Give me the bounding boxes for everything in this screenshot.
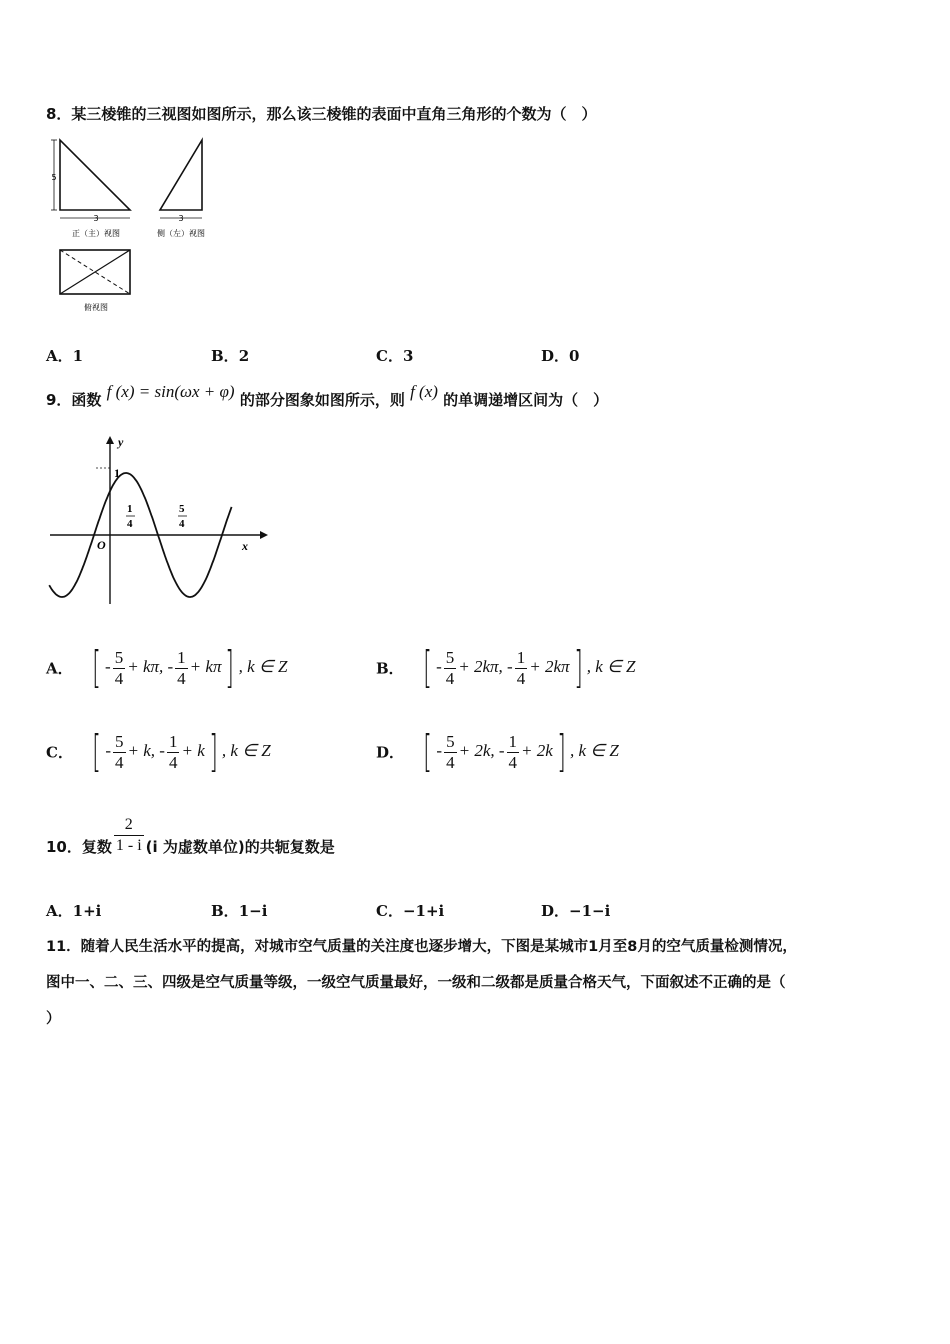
- x-tick-quarter-den: 4: [127, 518, 133, 530]
- q10-option-b[interactable]: B．1−i: [211, 902, 268, 920]
- q11-line1: 11．随着人民生活水平的提高，对城市空气质量的关注度也逐步增大，下图是某城市1月至8月的空气质量检测情况，: [46, 939, 797, 955]
- q9-sine-graph: [44, 432, 269, 610]
- q8-three-view-figure: [40, 130, 220, 320]
- q10-option-a[interactable]: A．1+i: [46, 902, 102, 920]
- front-view-label: 正（主）视图: [72, 229, 120, 238]
- q9-option-c[interactable]: C． [ - $\frac{5}{4}$ + k, - $\frac{1}{4}$ + k] , k ∈ Z: [46, 726, 271, 777]
- q9-option-a[interactable]: A． [ - $\frac{5}{4}$ + kπ, - $\frac{1}{4}$ + kπ] , k ∈ Z: [46, 642, 288, 693]
- q9-option-b[interactable]: B． [ - $\frac{5}{4}$ + 2kπ, - $\frac{1}{4}$ + 2kπ] , k ∈ Z: [376, 642, 636, 693]
- q8-option-a[interactable]: A．1: [46, 347, 84, 365]
- q11-line2: 图中一、二、三、四级是空气质量等级，一级空气质量最好，一级和二级都是质量合格天气，下面叙述不正确的是（: [46, 975, 786, 991]
- side-view: [157, 140, 205, 238]
- q10-stem: 10．复数 $\frac{2}{1 - i}$ (i 为虚数单位)的共轭复数是: [46, 816, 335, 856]
- q10-fraction-den: 1 - i: [115, 837, 142, 854]
- q9-stem: 9．函数 f (x) = sin(ωx + φ) 的部分图象如图所示，则 f (x) 的单调递增区间为（ ）: [46, 382, 609, 409]
- q11-line3: ）: [46, 1011, 61, 1027]
- q10-fraction-num: 2: [114, 815, 144, 836]
- top-view-label: 俯视图: [84, 303, 108, 312]
- y-tick-1: 1: [114, 466, 120, 480]
- q10-option-d[interactable]: D．−1−i: [541, 902, 611, 920]
- q9-option-d[interactable]: D． [ - $\frac{5}{4}$ + 2k, - $\frac{1}{4}$ + 2k] , k ∈ Z: [376, 726, 619, 777]
- q9-function: f (x) = sin(ωx + φ): [106, 382, 235, 401]
- front-base-dim: 3: [93, 214, 99, 223]
- x-tick-five-quarter-den: 4: [179, 518, 185, 530]
- y-axis-label: y: [118, 435, 124, 449]
- side-base-dim: 3: [178, 214, 184, 223]
- front-view: [51, 140, 130, 238]
- origin-label: O: [97, 538, 106, 552]
- q8-option-d[interactable]: D．0: [541, 347, 580, 365]
- q8-stem: 8．某三棱锥的三视图如图所示，那么该三棱锥的表面中直角三角形的个数为（ ）: [46, 105, 597, 123]
- side-view-label: 侧（左）视图: [157, 229, 205, 238]
- front-height-dim: 5: [51, 173, 57, 182]
- x-tick-five-quarter-num: 5: [179, 503, 185, 515]
- x-tick-quarter-num: 1: [127, 503, 133, 515]
- top-view: [60, 250, 130, 312]
- x-axis-label: x: [242, 539, 248, 553]
- q10-option-c[interactable]: C．−1+i: [376, 902, 445, 920]
- q8-option-b[interactable]: B．2: [211, 347, 250, 365]
- q9-function-ref: f (x): [410, 382, 438, 401]
- q8-option-c[interactable]: C．3: [376, 347, 414, 365]
